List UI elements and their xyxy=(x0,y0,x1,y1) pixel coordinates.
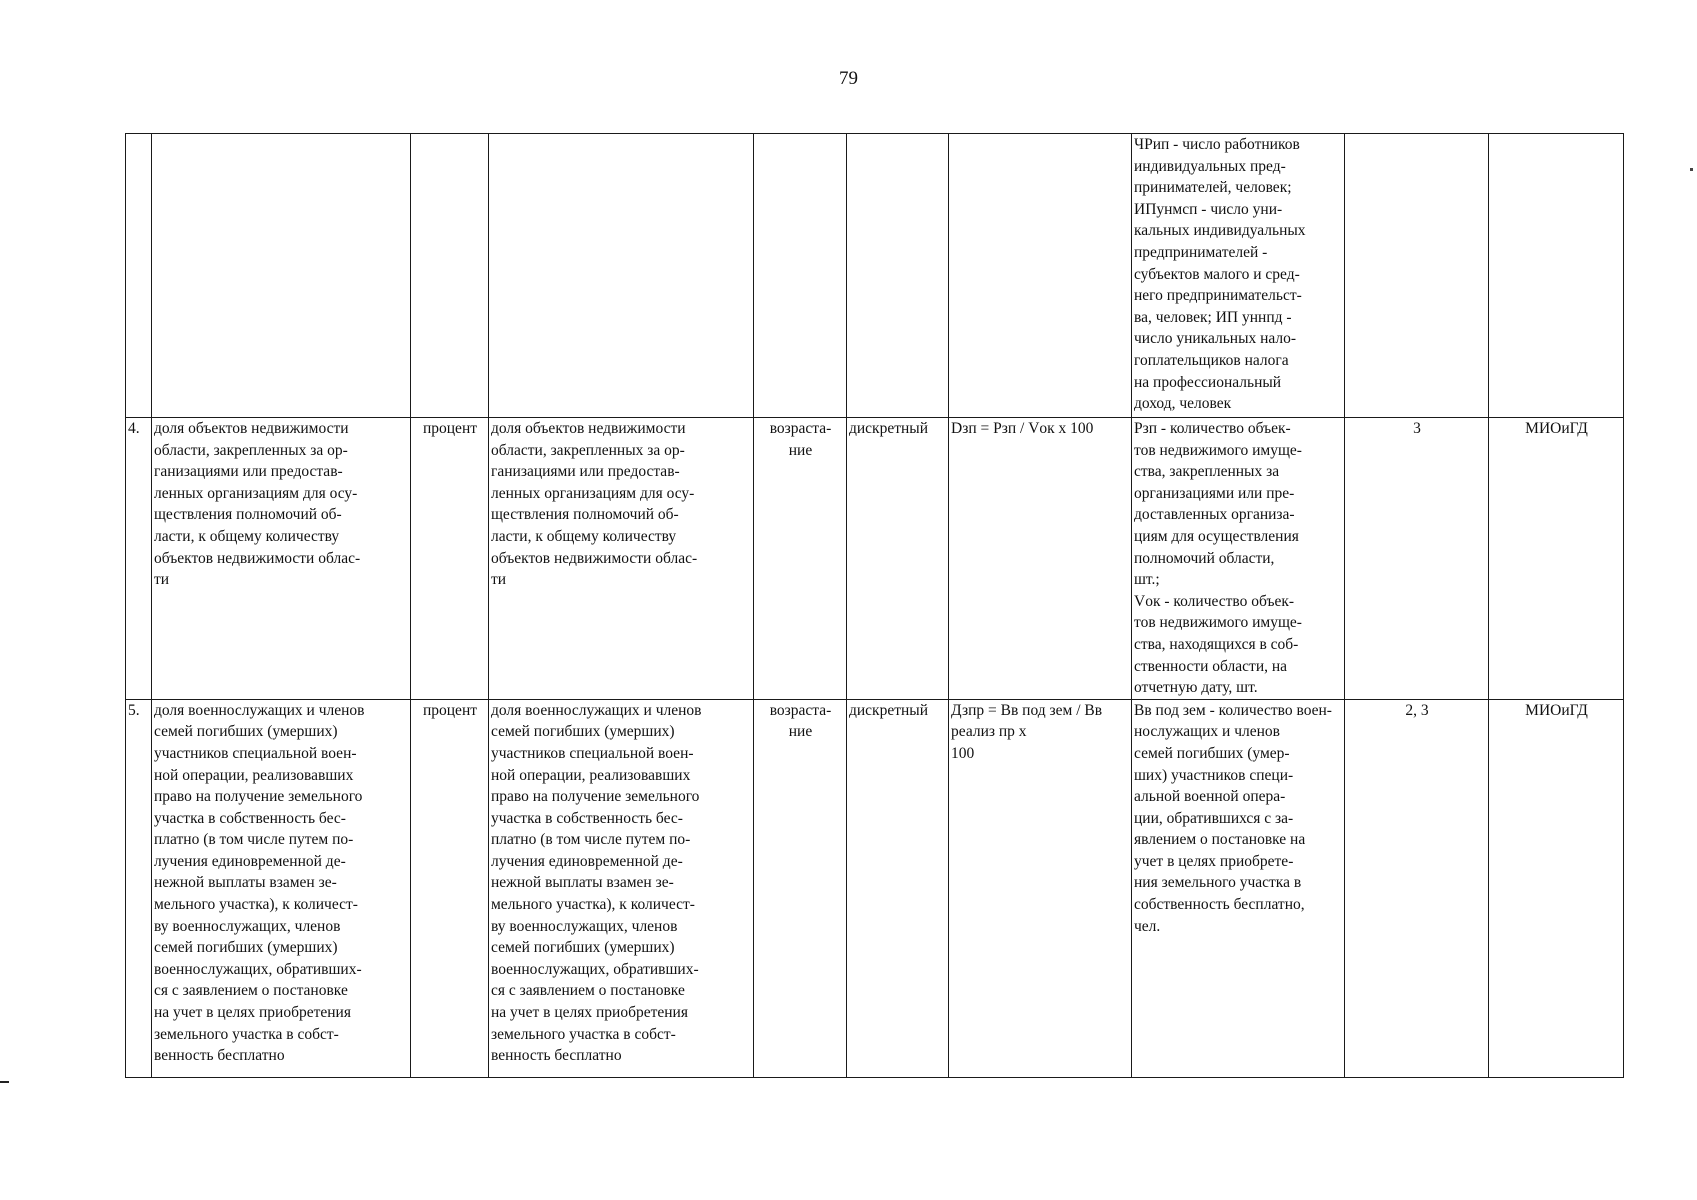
formula-cell: Dзп = Рзп / Vок х 100 xyxy=(949,418,1132,700)
row-number: 5. xyxy=(126,699,152,1077)
page-number: 79 xyxy=(839,68,858,89)
source-cell xyxy=(1345,134,1489,418)
row-number: 4. xyxy=(126,418,152,700)
scan-edge-mark xyxy=(0,1081,9,1083)
trend-cell xyxy=(754,134,847,418)
definition-cell: доля военнослужащих и членов семей погибших (умерших) участников специальной воен- ной операции, реализовавших право на получение земельного участка в собственность бес- платно (в том числе путем по- лучения единовременной де- нежной выплаты взамен зе- мельного участка), к количест- ву военнослужащих, членов семей погибших (умерших) военнослужащих, обративших- ся с заявлением о постановке на учет в целях приобретения земельного участка в собст- венность бесплатно xyxy=(489,699,754,1077)
indicator-name xyxy=(152,134,411,418)
source-cell: 2, 3 xyxy=(1345,699,1489,1077)
responsible-cell: МИОиГД xyxy=(1489,699,1624,1077)
type-cell xyxy=(847,134,949,418)
indicator-name: доля военнослужащих и членов семей погибших (умерших) участников специальной воен- ной операции, реализовавших право на получение земельного участка в собственность бес- платно (в том числе путем по- лучения единовременной де- нежной выплаты взамен зе- мельного участка), к количест- ву военнослужащих, членов семей погибших (умерших) военнослужащих, обративших- ся с заявлением о постановке на учет в целях приобретения земельного участка в собст- венность бесплатно xyxy=(152,699,411,1077)
variables-cell: Рзп - количество объек- тов недвижимого имуще- ства, закрепленных за организациями или пре- доставленных организа- циям для осуществления полномочий области, шт.; Vок - количество объек- тов недвижимого имуще- ства, находящихся в соб- ственности области, на отчетную дату, шт. xyxy=(1132,418,1345,700)
row-number xyxy=(126,134,152,418)
table-row xyxy=(126,134,1624,418)
formula-cell: Дзпр = Вв под зем / Вв реализ пр х 100 xyxy=(949,699,1132,1077)
unit-cell xyxy=(411,134,489,418)
unit-cell: процент xyxy=(411,418,489,700)
variables-cell: ЧРип - число работников индивидуальных пред- принимателей, человек; ИПунмсп - число уни- кальных индивидуальных предпринимателей - субъектов малого и сред- него предпринимательст- ва, человек; ИП уннпд - число уникальных нало- гоплательщиков налога на профессиональный доход, человек xyxy=(1132,134,1345,418)
variables-cell: Вв под зем - количество воен- нослужащих и членов семей погибших (умер- ших) участников специ- альной военной опера- ции, обратившихся с за- явлением о постановке на учет в целях приобрете- ния земельного участка в собственность бесплатно, чел. xyxy=(1132,699,1345,1077)
indicator-name: доля объектов недвижимости области, закрепленных за ор- ганизациями или предостав- ленных организациям для осу- ществления полномочий об- ласти, к общему количеству объектов недвижимости облас- ти xyxy=(152,418,411,700)
table-row xyxy=(126,418,1624,700)
source-cell: 3 xyxy=(1345,418,1489,700)
type-cell: дискретный xyxy=(847,699,949,1077)
responsible-cell: МИОиГД xyxy=(1489,418,1624,700)
trend-cell: возраста- ние xyxy=(754,418,847,700)
formula-cell xyxy=(949,134,1132,418)
trend-cell: возраста- ние xyxy=(754,699,847,1077)
scan-edge-dot xyxy=(1690,168,1693,171)
unit-cell: процент xyxy=(411,699,489,1077)
table-row xyxy=(126,699,1624,1077)
responsible-cell xyxy=(1489,134,1624,418)
definition-cell: доля объектов недвижимости области, закрепленных за ор- ганизациями или предостав- ленных организациям для осу- ществления полномочий об- ласти, к общему количеству объектов недвижимости облас- ти xyxy=(489,418,754,700)
type-cell: дискретный xyxy=(847,418,949,700)
indicators-table xyxy=(125,133,1624,1078)
definition-cell xyxy=(489,134,754,418)
